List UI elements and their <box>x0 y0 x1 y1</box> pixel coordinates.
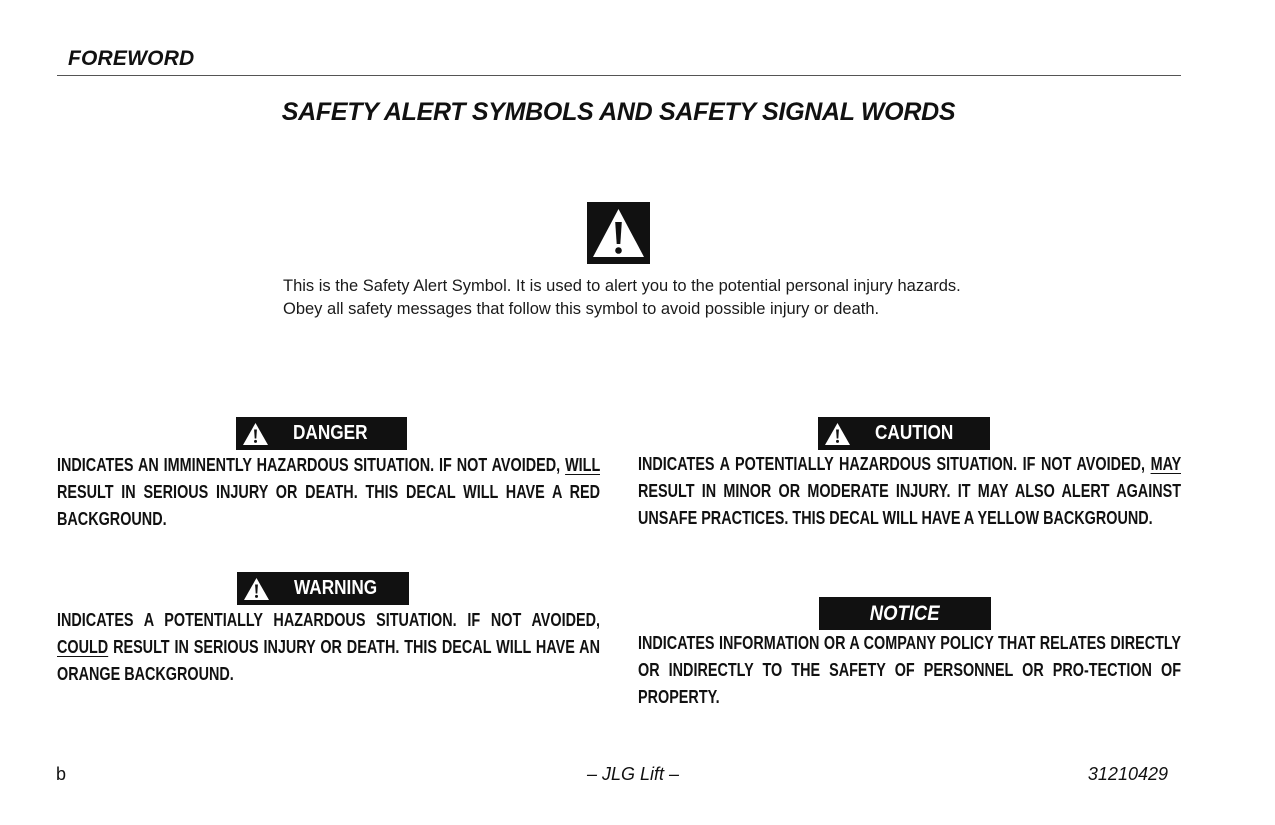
footer-brand: – JLG Lift – <box>586 764 680 784</box>
danger-label <box>236 417 407 450</box>
warning-description <box>57 607 600 688</box>
section-title: FOREWORD <box>68 47 195 70</box>
danger-emphasis: WILL <box>565 455 600 475</box>
warning-emphasis: COULD <box>57 637 109 657</box>
page-number: b <box>56 764 67 784</box>
notice-text: INDICATES INFORMATION OR A COMPANY POLICY THAT RELATES DIRECTLY OR INDIRECTLY TO THE SAFETY OF PERSONNEL OR PRO-TECTION OF PROPERTY. <box>638 633 1181 707</box>
warning-label-text: WARNING <box>294 577 378 599</box>
notice-label <box>819 597 991 630</box>
danger-tail: RESULT IN SERIOUS INJURY OR DEATH. THIS DECAL WILL HAVE A RED BACKGROUND. <box>57 482 600 529</box>
caution-label-text: CAUTION <box>875 422 954 444</box>
danger-label-text: DANGER <box>293 422 368 444</box>
warning-triangle-icon <box>824 422 851 446</box>
caution-description <box>638 451 1181 532</box>
caution-tail: RESULT IN MINOR OR MODERATE INJURY. IT MAY ALSO ALERT AGAINST UNSAFE PRACTICES. THIS DECAL WILL HAVE A YELLOW BACKGROUND. <box>638 481 1181 528</box>
warning-triangle-icon <box>243 577 270 601</box>
caution-emphasis: MAY <box>1150 454 1181 474</box>
document-number: 31210429 <box>1087 764 1168 784</box>
notice-description <box>638 630 1181 711</box>
caution-label <box>818 417 990 450</box>
safety-alert-description: This is the Safety Alert Symbol. It is used to alert you to the potential personal injury hazards. Obey all safety messages that follow this symbol to avoid possible injury or death. <box>283 277 961 318</box>
notice-label-text: NOTICE <box>870 601 940 625</box>
danger-lead: INDICATES AN IMMINENTLY HAZARDOUS SITUATION. IF NOT AVOIDED, <box>57 455 561 475</box>
danger-description <box>57 452 600 533</box>
safety-alert-symbol-icon <box>587 202 650 264</box>
caution-lead: INDICATES A POTENTIALLY HAZARDOUS SITUATION. IF NOT AVOIDED, <box>638 454 1145 474</box>
warning-lead: INDICATES A POTENTIALLY HAZARDOUS SITUATION. IF NOT AVOIDED, <box>57 610 600 630</box>
warning-tail: RESULT IN SERIOUS INJURY OR DEATH. THIS DECAL WILL HAVE AN ORANGE BACKGROUND. <box>57 637 600 684</box>
page-title: SAFETY ALERT SYMBOLS AND SAFETY SIGNAL WORDS <box>281 98 956 126</box>
warning-triangle-icon <box>242 422 269 446</box>
warning-label <box>237 572 409 605</box>
header-rule <box>57 75 1181 76</box>
